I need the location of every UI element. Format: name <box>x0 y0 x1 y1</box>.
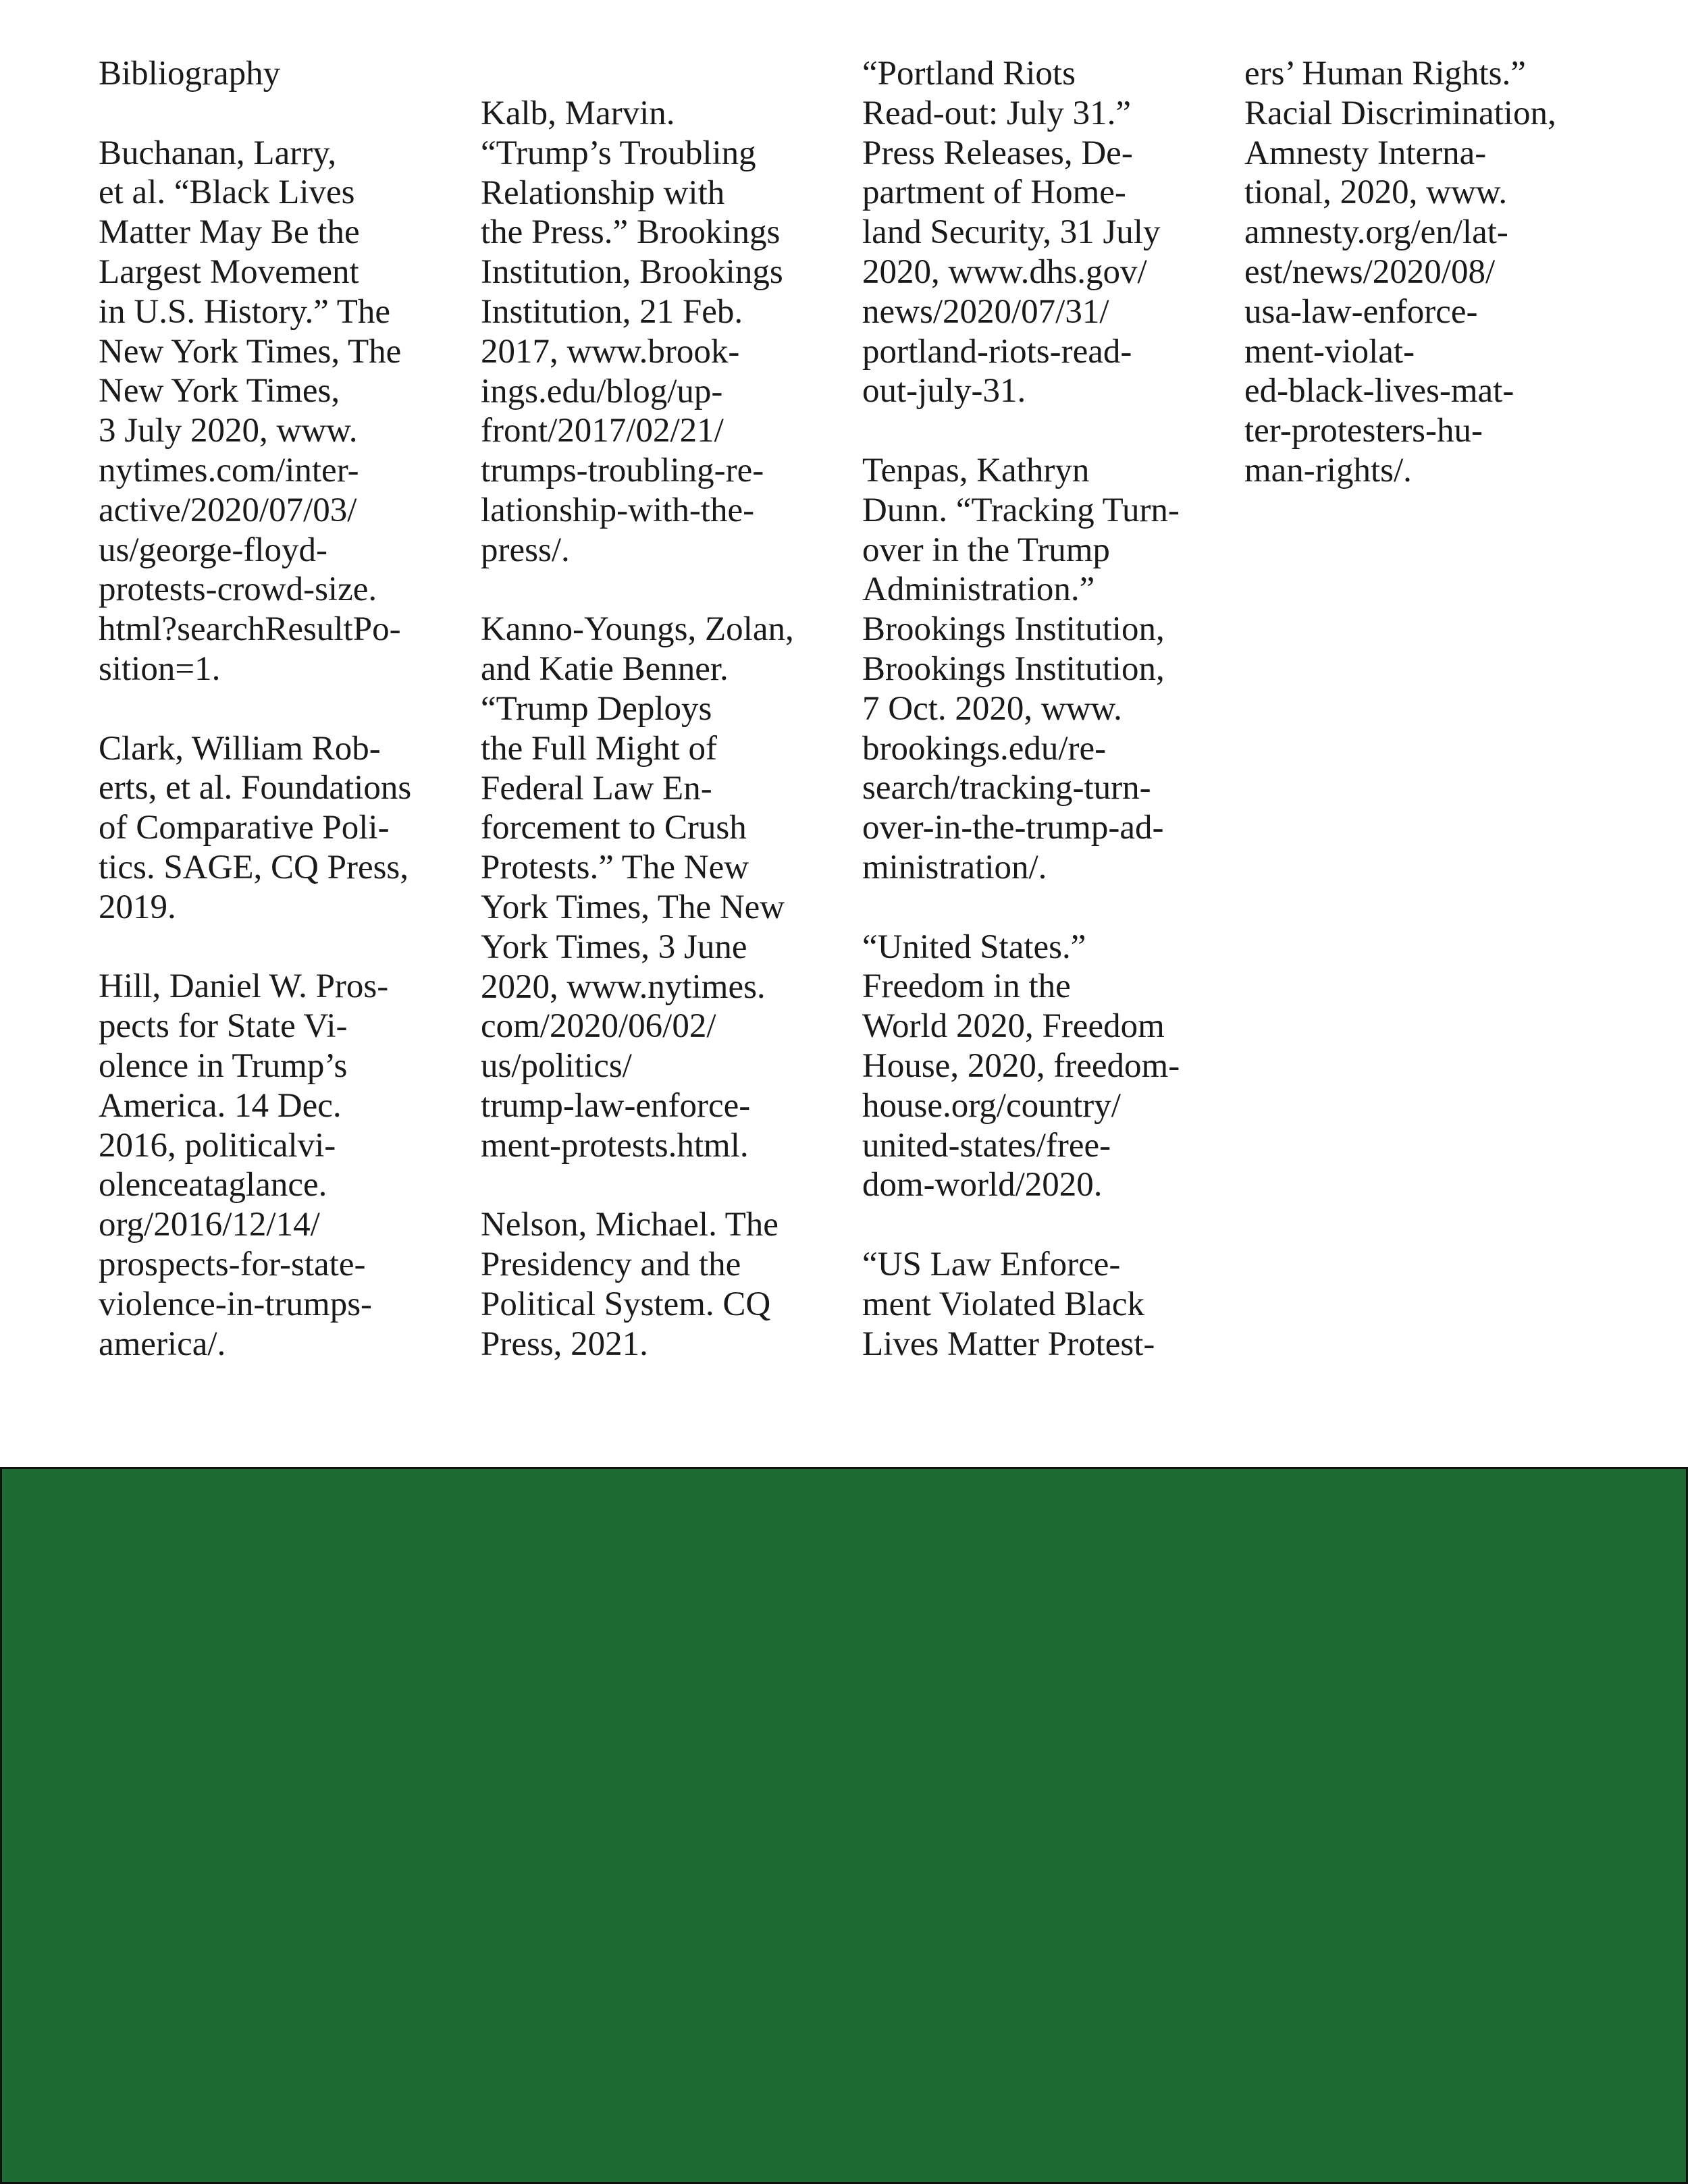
entry-line: Clark, William Rob- <box>99 729 381 768</box>
entry-line: Lives Matter Protest- <box>862 1325 1155 1363</box>
entry-line: 3 July 2020, www. <box>99 412 358 450</box>
bibliography-entry <box>862 928 1207 1206</box>
entry-line: and Katie Benner. <box>481 650 729 689</box>
entry-line: “Trump’s Troubling <box>481 134 756 172</box>
entry-line: Kalb, Marvin. <box>481 95 675 132</box>
entry-line: over-in-the-trump-ad- <box>862 809 1164 847</box>
entry-line: Matter May Be the <box>99 213 360 252</box>
entry-line: Administration.” <box>862 570 1095 609</box>
entry-line: tics. SAGE, CQ Press, <box>99 848 409 886</box>
entry-line: prospects-for-state- <box>99 1245 366 1283</box>
entry-line: portland-riots-read- <box>862 332 1132 371</box>
entry-line: trump-law-enforce- <box>481 1086 751 1125</box>
bibliography-entry <box>481 94 825 570</box>
entry-line: united-states/free- <box>862 1126 1111 1165</box>
entry-line: World 2020, Freedom <box>862 1007 1165 1046</box>
entry-spacer <box>862 411 1207 451</box>
entry-line: Hill, Daniel W. Pros- <box>99 967 389 1006</box>
entry-line: ment-protests.html. <box>481 1126 749 1165</box>
entry-line: search/tracking-turn- <box>862 769 1151 807</box>
entry-line: brookings.edu/re- <box>862 729 1107 768</box>
bibliography-entry <box>99 967 443 1364</box>
entry-line: “Trump Deploys <box>481 689 712 728</box>
entry-line: Press Releases, De- <box>862 134 1133 172</box>
entry-line: 7 Oct. 2020, www. <box>862 689 1122 728</box>
entry-line: ed-black-lives-mat- <box>1244 372 1514 410</box>
bibliography-column-2 <box>481 94 825 1364</box>
entry-line: front/2017/02/21/ <box>481 412 724 450</box>
green-panel <box>0 1467 1688 2184</box>
entry-line: america/. <box>99 1325 226 1363</box>
entry-line: ment Violated Black <box>862 1285 1145 1323</box>
entry-line: man-rights/. <box>1244 451 1412 489</box>
entry-line: Brookings Institution, <box>862 610 1165 649</box>
entry-line: 2019. <box>99 888 176 926</box>
entry-line: olence in Trump’s <box>99 1046 348 1085</box>
entry-line: land Security, 31 July <box>862 213 1161 252</box>
entry-line: us/george-floyd- <box>99 531 327 569</box>
entry-line: “US Law Enforce- <box>862 1245 1121 1283</box>
entry-line: amnesty.org/en/lat- <box>1244 213 1508 252</box>
entry-line: est/news/2020/08/ <box>1244 252 1496 291</box>
entry-line: Institution, Brookings <box>481 253 783 292</box>
entry-spacer <box>481 570 825 610</box>
entry-line: trumps-troubling-re- <box>481 452 764 490</box>
entry-line: York Times, 3 June <box>481 928 747 966</box>
entry-line: Buchanan, Larry, <box>99 134 337 172</box>
entry-line: com/2020/06/02/ <box>481 1007 716 1046</box>
bibliography-entry <box>99 729 443 928</box>
entry-line: Political System. CQ <box>481 1285 771 1323</box>
entry-line: olenceataglance. <box>99 1166 327 1204</box>
bibliography-column-4 <box>1244 54 1589 491</box>
entry-line: news/2020/07/31/ <box>862 292 1109 331</box>
entry-line: the Full Might of <box>481 729 717 768</box>
entry-line: ter-protesters-hu- <box>1244 412 1483 450</box>
bibliography-entry <box>99 134 443 689</box>
entry-line: 2020, www.nytimes. <box>481 967 766 1006</box>
entry-line: house.org/country/ <box>862 1086 1121 1125</box>
entry-spacer <box>481 1166 825 1206</box>
entry-line: Largest Movement <box>99 252 359 291</box>
entry-line: 2016, politicalvi- <box>99 1126 336 1165</box>
entry-line: out-july-31. <box>862 372 1026 410</box>
entry-spacer <box>862 888 1207 928</box>
entry-line: lationship-with-the- <box>481 491 755 529</box>
entry-line: Tenpas, Kathryn <box>862 451 1090 489</box>
bibliography-column-1 <box>99 54 443 1364</box>
entry-line: the Press.” Brookings <box>481 213 781 252</box>
entry-line: Presidency and the <box>481 1246 741 1284</box>
entry-line: ings.edu/blog/up- <box>481 372 723 410</box>
entry-line: “Portland Riots <box>862 55 1076 92</box>
entry-line: Press, 2021. <box>481 1325 648 1363</box>
entry-line: active/2020/07/03/ <box>99 491 357 529</box>
entry-line: Relationship with <box>481 174 725 212</box>
entry-line: sition=1. <box>99 649 221 688</box>
bibliography-entry <box>481 1205 825 1364</box>
entry-line: York Times, The New <box>481 888 785 926</box>
entry-line: House, 2020, freedom- <box>862 1046 1180 1085</box>
entry-line: press/. <box>481 531 570 569</box>
entry-line: ministration/. <box>862 848 1047 886</box>
entry-spacer <box>99 689 443 729</box>
entry-line: dom-world/2020. <box>862 1166 1103 1204</box>
bibliography-entry <box>862 1245 1207 1364</box>
entry-line: violence-in-trumps- <box>99 1285 373 1323</box>
entry-line: usa-law-enforce- <box>1244 292 1478 331</box>
entry-line: html?searchResultPo- <box>99 610 401 649</box>
bibliography-column-3 <box>862 54 1207 1364</box>
entry-line: ers’ Human Rights.” <box>1244 55 1526 92</box>
entry-line: Protests.” The New <box>481 849 749 887</box>
entry-line: Nelson, Michael. The <box>481 1206 779 1244</box>
entry-line: Institution, 21 Feb. <box>481 292 743 331</box>
entry-line: Kanno-Youngs, Zolan, <box>481 610 794 649</box>
bibliography-entry <box>481 610 825 1165</box>
entry-line: America. 14 Dec. <box>99 1086 342 1125</box>
entry-line: Brookings Institution, <box>862 649 1165 688</box>
entry-line: org/2016/12/14/ <box>99 1206 320 1244</box>
entry-spacer <box>862 1205 1207 1245</box>
entry-line: New York Times, The <box>99 332 402 371</box>
entry-line: New York Times, <box>99 372 340 410</box>
entry-line: in U.S. History.” The <box>99 292 391 331</box>
entry-line: Bibliography <box>99 55 281 92</box>
bibliography-heading <box>99 54 443 94</box>
entry-line: us/politics/ <box>481 1047 632 1086</box>
entry-line: et al. “Black Lives <box>99 174 355 212</box>
bibliography-entry <box>862 54 1207 411</box>
entry-line: erts, et al. Foundations <box>99 769 412 807</box>
entry-line: Racial Discrimination, <box>1244 94 1556 132</box>
entry-line: “United States.” <box>862 928 1086 966</box>
entry-line: tional, 2020, www. <box>1244 174 1508 212</box>
entry-line: Read-out: July 31.” <box>862 94 1132 132</box>
entry-line: protests-crowd-size. <box>99 570 377 609</box>
entry-line: 2017, www.brook- <box>481 332 740 371</box>
bibliography-entry <box>1244 54 1589 491</box>
entry-line: of Comparative Poli- <box>99 809 390 847</box>
entry-spacer <box>99 928 443 967</box>
entry-spacer <box>99 94 443 134</box>
entry-line: Dunn. “Tracking Turn- <box>862 491 1180 529</box>
entry-line: ment-violat- <box>1244 332 1415 371</box>
entry-line: nytimes.com/inter- <box>99 451 359 489</box>
entry-line: over in the Trump <box>862 531 1110 569</box>
entry-line: Freedom in the <box>862 967 1071 1006</box>
entry-line: 2020, www.dhs.gov/ <box>862 252 1147 291</box>
entry-line: partment of Home- <box>862 174 1126 212</box>
entry-line: Amnesty Interna- <box>1244 134 1487 172</box>
entry-line: Federal Law En- <box>481 769 712 807</box>
entry-line: pects for State Vi- <box>99 1007 348 1046</box>
entry-line: forcement to Crush <box>481 809 747 847</box>
bibliography-entry <box>862 451 1207 888</box>
